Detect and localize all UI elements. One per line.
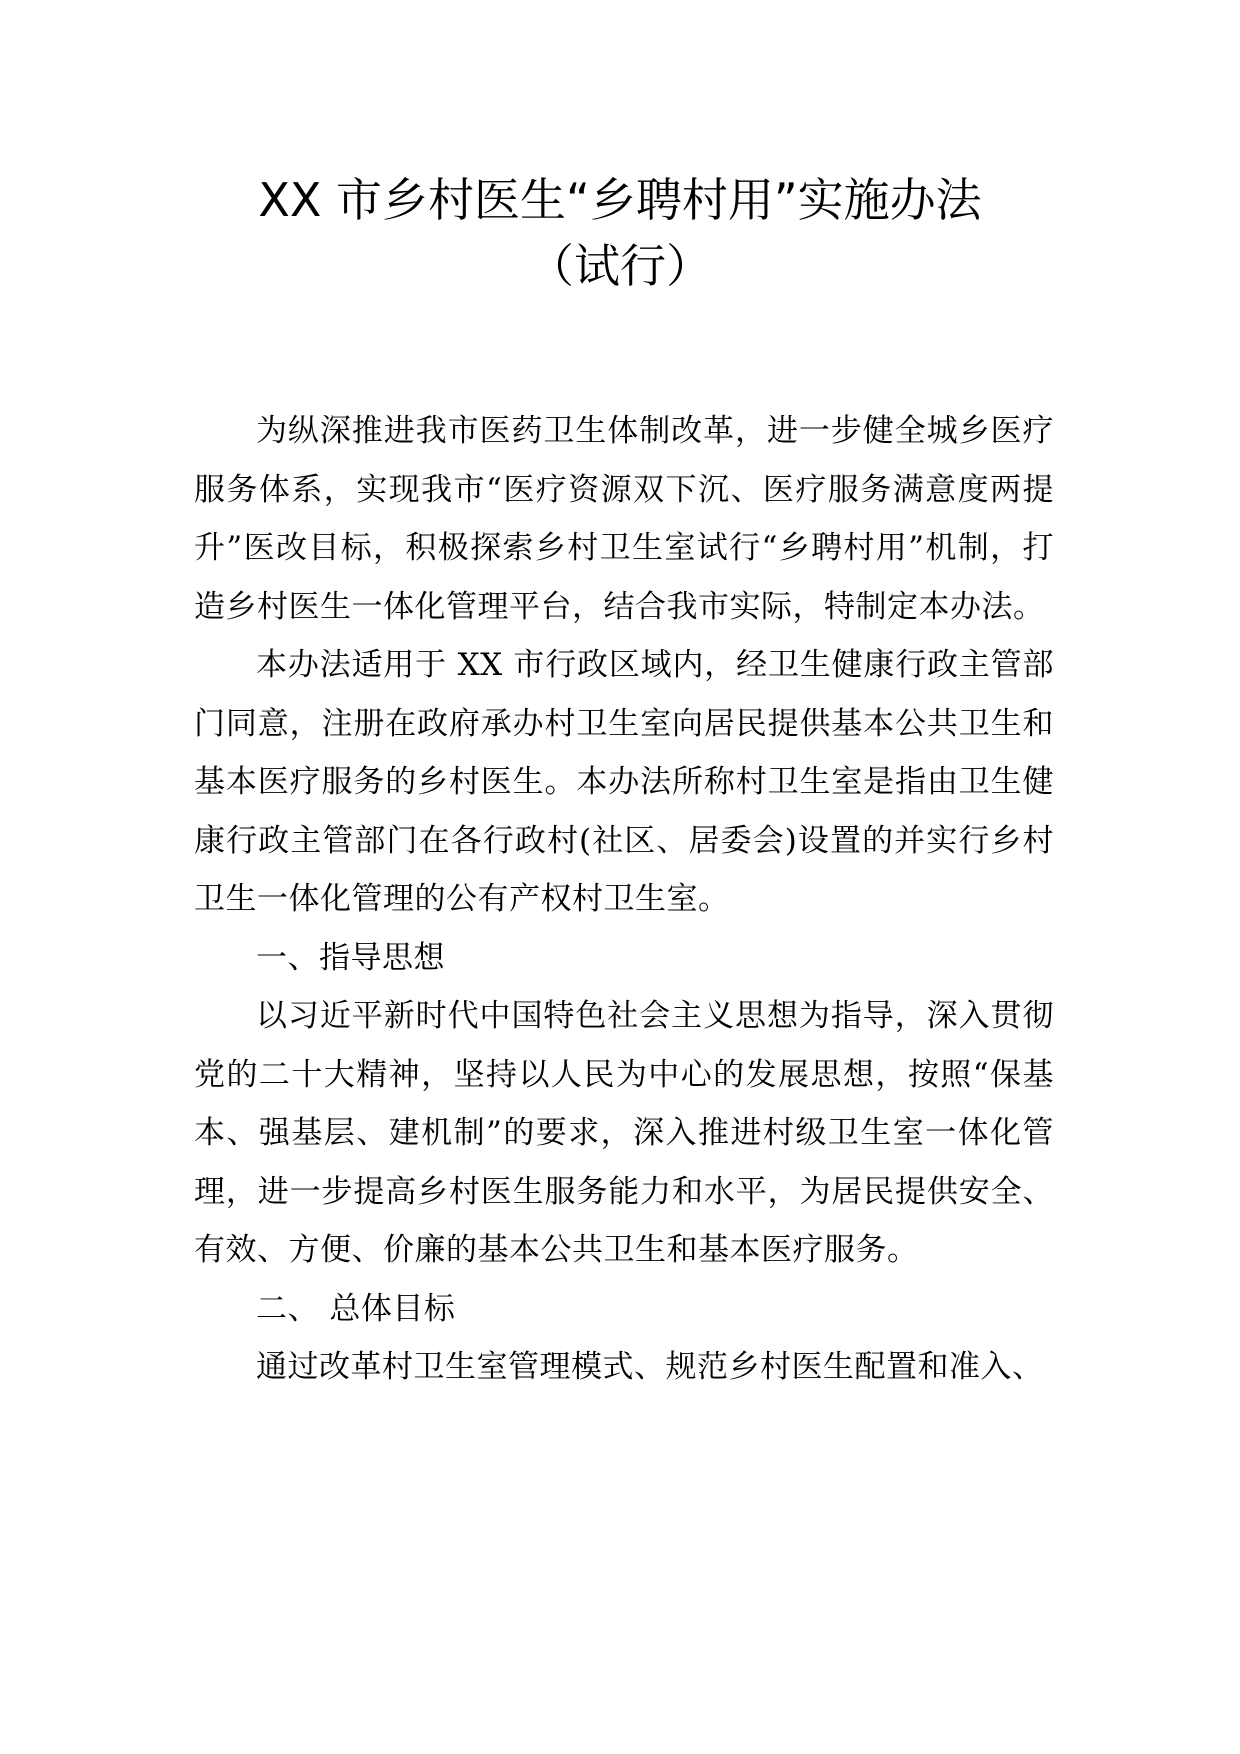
section-heading-guiding-ideology: 一、指导思想 bbox=[256, 939, 445, 976]
intro-paragraph-1: 为纵深推进我市医药卫生体制改革，进一步健全城乡医疗服务体系，实现我市“医疗资源双下沉、医疗服务满意度两提升”医改目标，积极探索乡村卫生室试行“乡聘村用”机制，打造乡村医生一体化管理平台，结合我市实际，特制定本办法。 bbox=[194, 413, 1054, 625]
document-title-line-2: （试行） bbox=[528, 239, 712, 293]
section-heading-overall-goal: 二、 总体目标 bbox=[256, 1290, 456, 1327]
section-paragraph-overall-goal: 通过改革村卫生室管理模式、规范乡村医生配置和准入、 bbox=[256, 1349, 1044, 1385]
section-paragraph-guiding-ideology: 以习近平新时代中国特色社会主义思想为指导，深入贯彻党的二十大精神，坚持以人民为中心的发展思想，按照“保基本、强基层、建机制”的要求，深入推进村级卫生室一体化管理，进一步提高乡村医生服务能力和水平，为居民提供安全、有效、方便、价廉的基本公共卫生和基本医疗服务。 bbox=[194, 998, 1054, 1268]
document-title-line-1: XX 市乡村医生“乡聘村用”实施办法 bbox=[258, 173, 982, 227]
document-body bbox=[194, 402, 1054, 1397]
intro-paragraph-2: 本办法适用于 XX 市行政区域内，经卫生健康行政主管部门同意，注册在政府承办村卫生室向居民提供基本公共卫生和基本医疗服务的乡村医生。本办法所称村卫生室是指由卫生健康行政主管部门在各行政村(社区、居委会)设置的并实行乡村卫生一体化管理的公有产权村卫生室。 bbox=[194, 647, 1054, 917]
